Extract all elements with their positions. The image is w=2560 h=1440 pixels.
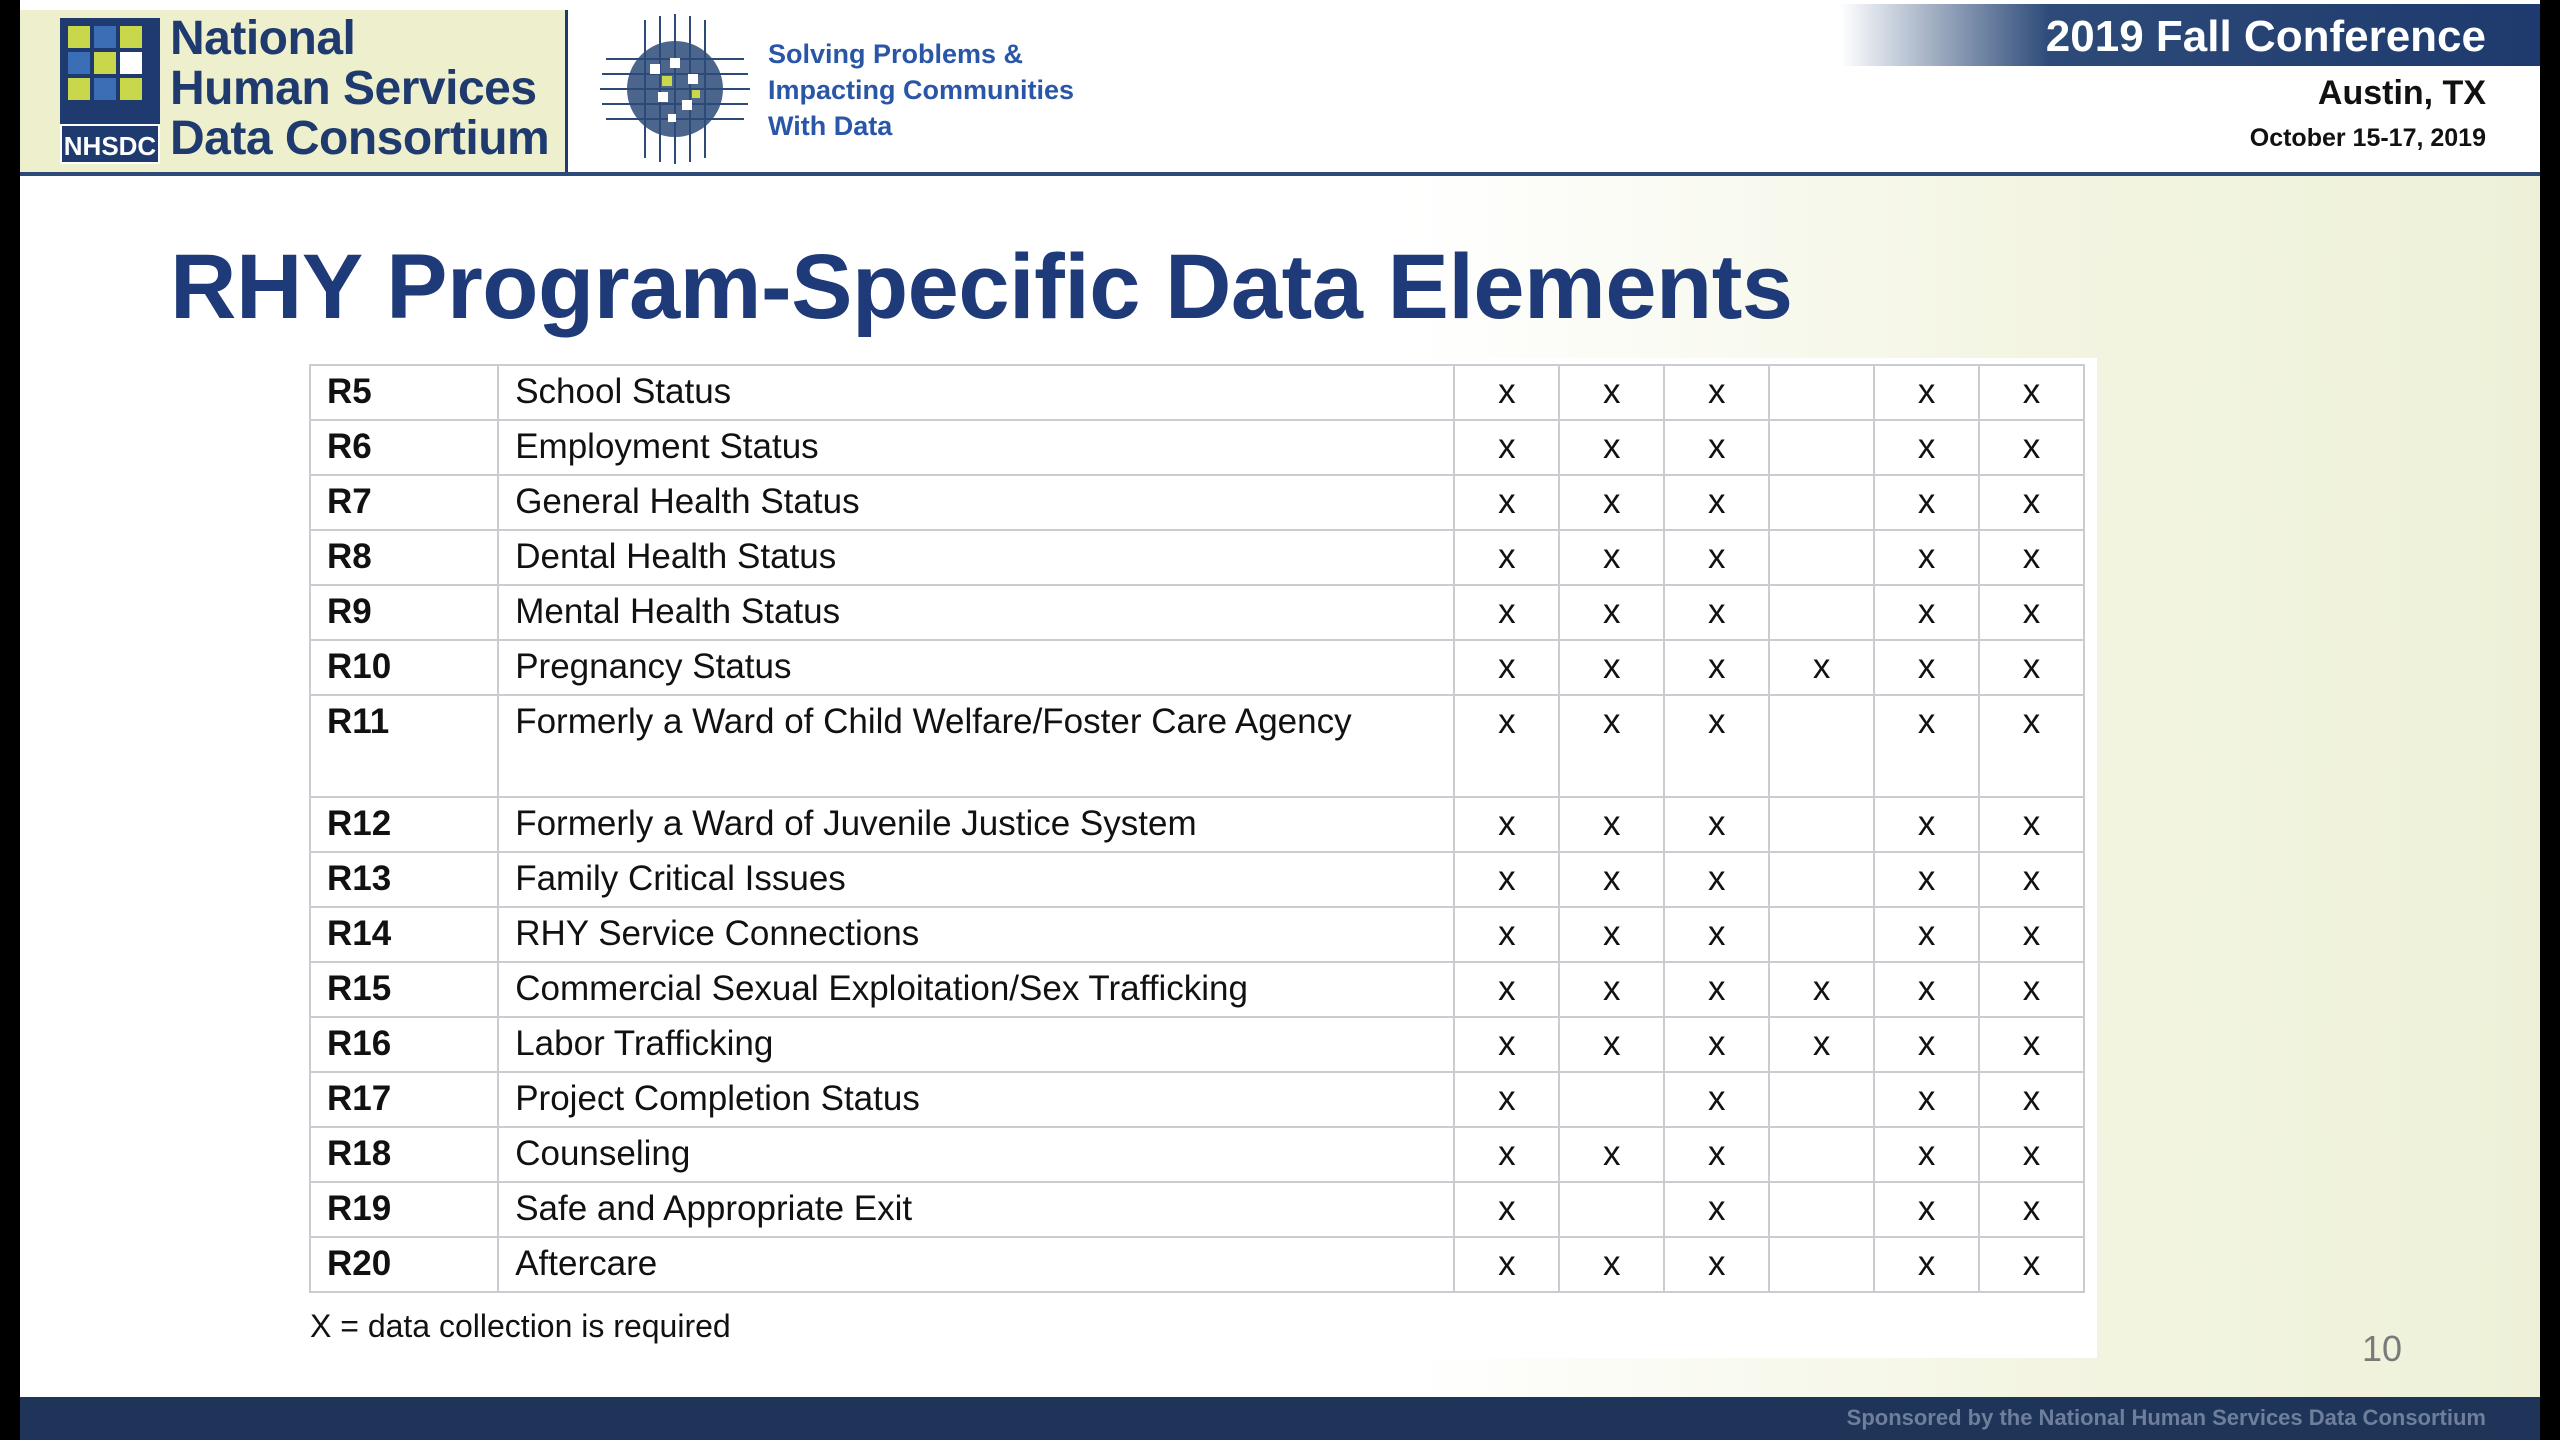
requirement-mark-cell: x <box>1874 530 1979 585</box>
element-name-cell: Formerly a Ward of Child Welfare/Foster Care Agency <box>498 695 1454 797</box>
logo-mark-caption: NHSDC <box>60 124 160 164</box>
nhsdc-logo <box>20 10 568 172</box>
requirement-mark-cell: x <box>1664 907 1769 962</box>
requirement-mark-cell: x <box>1454 1072 1559 1127</box>
element-name-cell: Project Completion Status <box>498 1072 1454 1127</box>
requirement-mark-cell <box>1769 1072 1874 1127</box>
requirement-mark-cell: x <box>1664 797 1769 852</box>
requirement-mark-cell: x <box>1664 1072 1769 1127</box>
requirement-mark-cell: x <box>1874 907 1979 962</box>
element-code-cell: R16 <box>310 1017 498 1072</box>
logo-wordmark <box>170 14 570 164</box>
logo-line-3: Data Consortium <box>170 112 550 165</box>
requirement-mark-cell <box>1769 1237 1874 1292</box>
nhsdc-logo-mark-icon <box>60 18 160 164</box>
table-row <box>310 852 2084 907</box>
table-row <box>310 1237 2084 1292</box>
table-legend: X = data collection is required <box>310 1308 731 1344</box>
requirement-mark-cell: x <box>1874 852 1979 907</box>
requirement-mark-cell: x <box>1979 365 2084 420</box>
requirement-mark-cell: x <box>1559 962 1664 1017</box>
data-elements-panel <box>285 358 2097 1358</box>
slide-title: RHY Program-Specific Data Elements <box>170 236 1793 338</box>
element-name-cell: General Health Status <box>498 475 1454 530</box>
requirement-mark-cell <box>1769 1182 1874 1237</box>
element-code-cell: R14 <box>310 907 498 962</box>
requirement-mark-cell: x <box>1874 365 1979 420</box>
requirement-mark-cell: x <box>1454 907 1559 962</box>
requirement-mark-cell: x <box>1664 1182 1769 1237</box>
presentation-slide <box>20 0 2540 1440</box>
element-code-cell: R10 <box>310 640 498 695</box>
requirement-mark-cell: x <box>1454 1237 1559 1292</box>
table-row <box>310 962 2084 1017</box>
requirement-mark-cell <box>1559 1182 1664 1237</box>
requirement-mark-cell: x <box>1454 585 1559 640</box>
requirement-mark-cell: x <box>1979 962 2084 1017</box>
requirement-mark-cell <box>1559 1072 1664 1127</box>
requirement-mark-cell: x <box>1874 420 1979 475</box>
requirement-mark-cell: x <box>1559 1017 1664 1072</box>
requirement-mark-cell: x <box>1874 1237 1979 1292</box>
requirement-mark-cell: x <box>1559 695 1664 797</box>
requirement-mark-cell <box>1769 530 1874 585</box>
requirement-mark-cell: x <box>1454 1127 1559 1182</box>
element-code-cell: R15 <box>310 962 498 1017</box>
requirement-mark-cell: x <box>1979 1127 2084 1182</box>
requirement-mark-cell: x <box>1664 962 1769 1017</box>
requirement-mark-cell: x <box>1979 640 2084 695</box>
requirement-mark-cell: x <box>1769 640 1874 695</box>
slide-header <box>20 0 2540 176</box>
requirement-mark-cell: x <box>1454 695 1559 797</box>
requirement-mark-cell: x <box>1874 695 1979 797</box>
element-name-cell: Pregnancy Status <box>498 640 1454 695</box>
requirement-mark-cell: x <box>1979 1237 2084 1292</box>
requirement-mark-cell: x <box>1559 530 1664 585</box>
conference-location: Austin, TX <box>2317 74 2486 112</box>
requirement-mark-cell: x <box>1874 962 1979 1017</box>
table-row <box>310 365 2084 420</box>
requirement-mark-cell <box>1769 852 1874 907</box>
requirement-mark-cell: x <box>1874 585 1979 640</box>
requirement-mark-cell: x <box>1559 1237 1664 1292</box>
requirement-mark-cell: x <box>1454 797 1559 852</box>
requirement-mark-cell: x <box>1454 1182 1559 1237</box>
requirement-mark-cell: x <box>1559 420 1664 475</box>
requirement-mark-cell: x <box>1664 1127 1769 1182</box>
element-code-cell: R8 <box>310 530 498 585</box>
requirement-mark-cell: x <box>1874 797 1979 852</box>
requirement-mark-cell: x <box>1664 365 1769 420</box>
requirement-mark-cell <box>1769 420 1874 475</box>
requirement-mark-cell: x <box>1874 640 1979 695</box>
requirement-mark-cell: x <box>1664 695 1769 797</box>
requirement-mark-cell: x <box>1979 585 2084 640</box>
requirement-mark-cell: x <box>1874 1017 1979 1072</box>
element-code-cell: R18 <box>310 1127 498 1182</box>
requirement-mark-cell: x <box>1979 530 2084 585</box>
requirement-mark-cell: x <box>1559 475 1664 530</box>
table-row <box>310 1072 2084 1127</box>
element-name-cell: Commercial Sexual Exploitation/Sex Trafficking <box>498 962 1454 1017</box>
requirement-mark-cell <box>1769 1127 1874 1182</box>
requirement-mark-cell: x <box>1664 1237 1769 1292</box>
conference-title: 2019 Fall Conference <box>2045 12 2486 61</box>
element-name-cell: School Status <box>498 365 1454 420</box>
element-code-cell: R13 <box>310 852 498 907</box>
requirement-mark-cell: x <box>1559 1127 1664 1182</box>
element-code-cell: R17 <box>310 1072 498 1127</box>
slide-footer <box>20 1397 2540 1440</box>
element-name-cell: Dental Health Status <box>498 530 1454 585</box>
element-name-cell: Labor Trafficking <box>498 1017 1454 1072</box>
page-number: 10 <box>2362 1328 2403 1369</box>
element-name-cell: Safe and Appropriate Exit <box>498 1182 1454 1237</box>
requirement-mark-cell: x <box>1664 1017 1769 1072</box>
table-row <box>310 907 2084 962</box>
requirement-mark-cell: x <box>1874 1072 1979 1127</box>
requirement-mark-cell <box>1769 475 1874 530</box>
table-row <box>310 585 2084 640</box>
requirement-mark-cell: x <box>1979 695 2084 797</box>
table-row <box>310 797 2084 852</box>
requirement-mark-cell: x <box>1874 1127 1979 1182</box>
element-code-cell: R20 <box>310 1237 498 1292</box>
requirement-mark-cell: x <box>1769 962 1874 1017</box>
element-name-cell: Mental Health Status <box>498 585 1454 640</box>
requirement-mark-cell <box>1769 365 1874 420</box>
requirement-mark-cell: x <box>1559 852 1664 907</box>
footer-sponsor-text: Sponsored by the National Human Services Data Consortium <box>1846 1405 2486 1430</box>
element-name-cell: Employment Status <box>498 420 1454 475</box>
requirement-mark-cell: x <box>1454 530 1559 585</box>
requirement-mark-cell <box>1769 695 1874 797</box>
requirement-mark-cell: x <box>1979 475 2084 530</box>
table-row <box>310 420 2084 475</box>
requirement-mark-cell: x <box>1979 420 2084 475</box>
table-row <box>310 475 2084 530</box>
requirement-mark-cell: x <box>1664 420 1769 475</box>
element-name-cell: Aftercare <box>498 1237 1454 1292</box>
globe-grid-icon <box>600 14 750 164</box>
requirement-mark-cell: x <box>1979 797 2084 852</box>
element-code-cell: R5 <box>310 365 498 420</box>
tagline-line-2: Impacting Communities <box>768 75 1075 105</box>
element-code-cell: R12 <box>310 797 498 852</box>
requirement-mark-cell: x <box>1664 585 1769 640</box>
requirement-mark-cell: x <box>1454 962 1559 1017</box>
table-row <box>310 640 2084 695</box>
requirement-mark-cell: x <box>1664 852 1769 907</box>
conference-dates: October 15-17, 2019 <box>2249 124 2486 152</box>
requirement-mark-cell <box>1769 797 1874 852</box>
requirement-mark-cell: x <box>1454 1017 1559 1072</box>
requirement-mark-cell: x <box>1454 420 1559 475</box>
data-elements-table <box>309 364 2085 1293</box>
tagline-line-1: Solving Problems & <box>768 39 1024 69</box>
requirement-mark-cell: x <box>1559 907 1664 962</box>
requirement-mark-cell: x <box>1874 1182 1979 1237</box>
element-name-cell: RHY Service Connections <box>498 907 1454 962</box>
table-row <box>310 1017 2084 1072</box>
requirement-mark-cell: x <box>1979 852 2084 907</box>
table-row <box>310 1127 2084 1182</box>
requirement-mark-cell: x <box>1559 797 1664 852</box>
requirement-mark-cell: x <box>1874 475 1979 530</box>
element-name-cell: Formerly a Ward of Juvenile Justice System <box>498 797 1454 852</box>
requirement-mark-cell: x <box>1454 852 1559 907</box>
requirement-mark-cell <box>1769 907 1874 962</box>
tagline <box>768 36 1168 144</box>
logo-line-2: Human Services <box>170 62 537 115</box>
table-row <box>310 695 2084 797</box>
element-code-cell: R19 <box>310 1182 498 1237</box>
requirement-mark-cell: x <box>1979 1182 2084 1237</box>
element-code-cell: R9 <box>310 585 498 640</box>
requirement-mark-cell: x <box>1559 365 1664 420</box>
element-code-cell: R11 <box>310 695 498 797</box>
requirement-mark-cell: x <box>1979 907 2084 962</box>
requirement-mark-cell: x <box>1769 1017 1874 1072</box>
requirement-mark-cell: x <box>1454 475 1559 530</box>
requirement-mark-cell: x <box>1559 640 1664 695</box>
requirement-mark-cell: x <box>1454 365 1559 420</box>
element-name-cell: Counseling <box>498 1127 1454 1182</box>
requirement-mark-cell: x <box>1559 585 1664 640</box>
requirement-mark-cell <box>1769 585 1874 640</box>
table-row <box>310 530 2084 585</box>
requirement-mark-cell: x <box>1454 640 1559 695</box>
requirement-mark-cell: x <box>1664 530 1769 585</box>
element-code-cell: R6 <box>310 420 498 475</box>
requirement-mark-cell: x <box>1979 1072 2084 1127</box>
requirement-mark-cell: x <box>1664 640 1769 695</box>
element-name-cell: Family Critical Issues <box>498 852 1454 907</box>
requirement-mark-cell: x <box>1664 475 1769 530</box>
conference-banner <box>1840 4 2540 66</box>
requirement-mark-cell: x <box>1979 1017 2084 1072</box>
element-code-cell: R7 <box>310 475 498 530</box>
logo-line-1: National <box>170 12 356 65</box>
table-row <box>310 1182 2084 1237</box>
tagline-line-3: With Data <box>768 111 893 141</box>
